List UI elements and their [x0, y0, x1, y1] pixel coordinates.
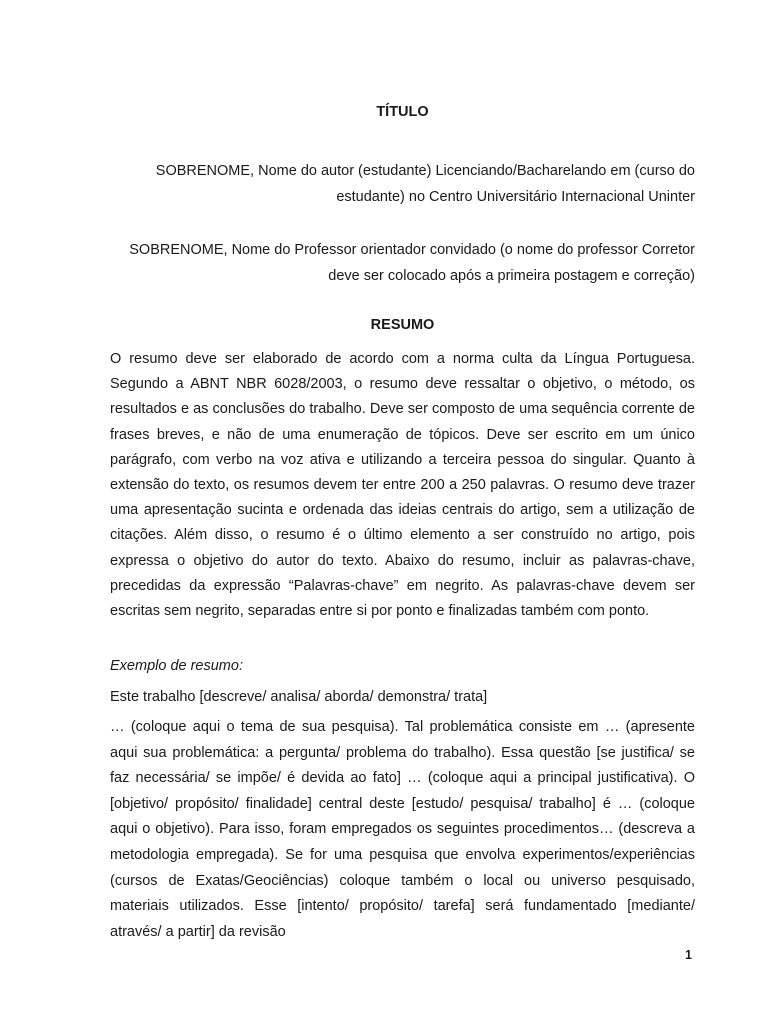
abstract-heading: RESUMO: [370, 317, 435, 333]
author-student-line: SOBRENOME, Nome do autor (estudante) Licenciando/Bacharelando em (curso do estudante) no Centro Universitário Internacional Uninter: [155, 163, 695, 205]
abstract-paragraph: O resumo deve ser elaborado de acordo com a norma culta da Língua Portuguesa. Segundo a ABNT NBR 6028/2003, o resumo deve ressaltar o objetivo, o método, os resultados e as conclusões do trabalho. Deve ser composto de uma sequência corrente de frases breves, e não de uma enumeração de tópicos. Deve ser escrito em um único parágrafo, com verbo na voz ativa e utilizando a terceira pessoa do singular. Quanto à extensão do texto, os resumos devem ter entre 200 a 250 palavras. O resumo deve trazer uma apresentação sucinta e ordenada das ideias centrais do artigo, sem a utilização de citações. Além disso, o resumo é o último elemento a ser construído no artigo, pois expressa o objetivo do autor do texto. Abaixo do resumo, incluir as palavras-chave, precedidas da expressão “Palavras-chave” em negrito. As palavras-chave devem ser escritas sem negrito, separadas entre si por ponto e finalizadas também com ponto.: [110, 351, 695, 620]
example-paragraph: … (coloque aqui o tema de sua pesquisa). Tal problemática consiste em … (apresente aqui sua problemática: a pergunta/ problema do trabalho). Essa questão [se justifica/ se faz necessária/ se impõe/ é devida ao fato] … (coloque aqui a principal justificativa). O [objetivo/ propósito/ finalidade] central deste [estudo/ pesquisa/ trabalho] é … (coloque aqui o objetivo). Para isso, foram empregados os seguintes procedimentos… (descreva a metodologia empregada). Se for uma pesquisa que envolva experimentos/experiências (cursos de Exatas/Geociências) coloque também o local ou universo pesquisado, materiais utilizados. Esse [intento/ propósito/ tarefa] será fundamentado [mediante/ através/ a partir] da revisão: [110, 719, 695, 940]
document-title: TÍTULO: [376, 104, 429, 120]
example-intro: Este trabalho [descreve/ analisa/ aborda/ demonstra/ trata]: [110, 689, 488, 705]
example-heading: Exemplo de resumo:: [110, 658, 243, 674]
author-professor-line: SOBRENOME, Nome do Professor orientador convidado (o nome do professor Corretor deve ser colocado após a primeira postagem e correção): [129, 242, 695, 284]
page-number: 1: [685, 948, 692, 962]
